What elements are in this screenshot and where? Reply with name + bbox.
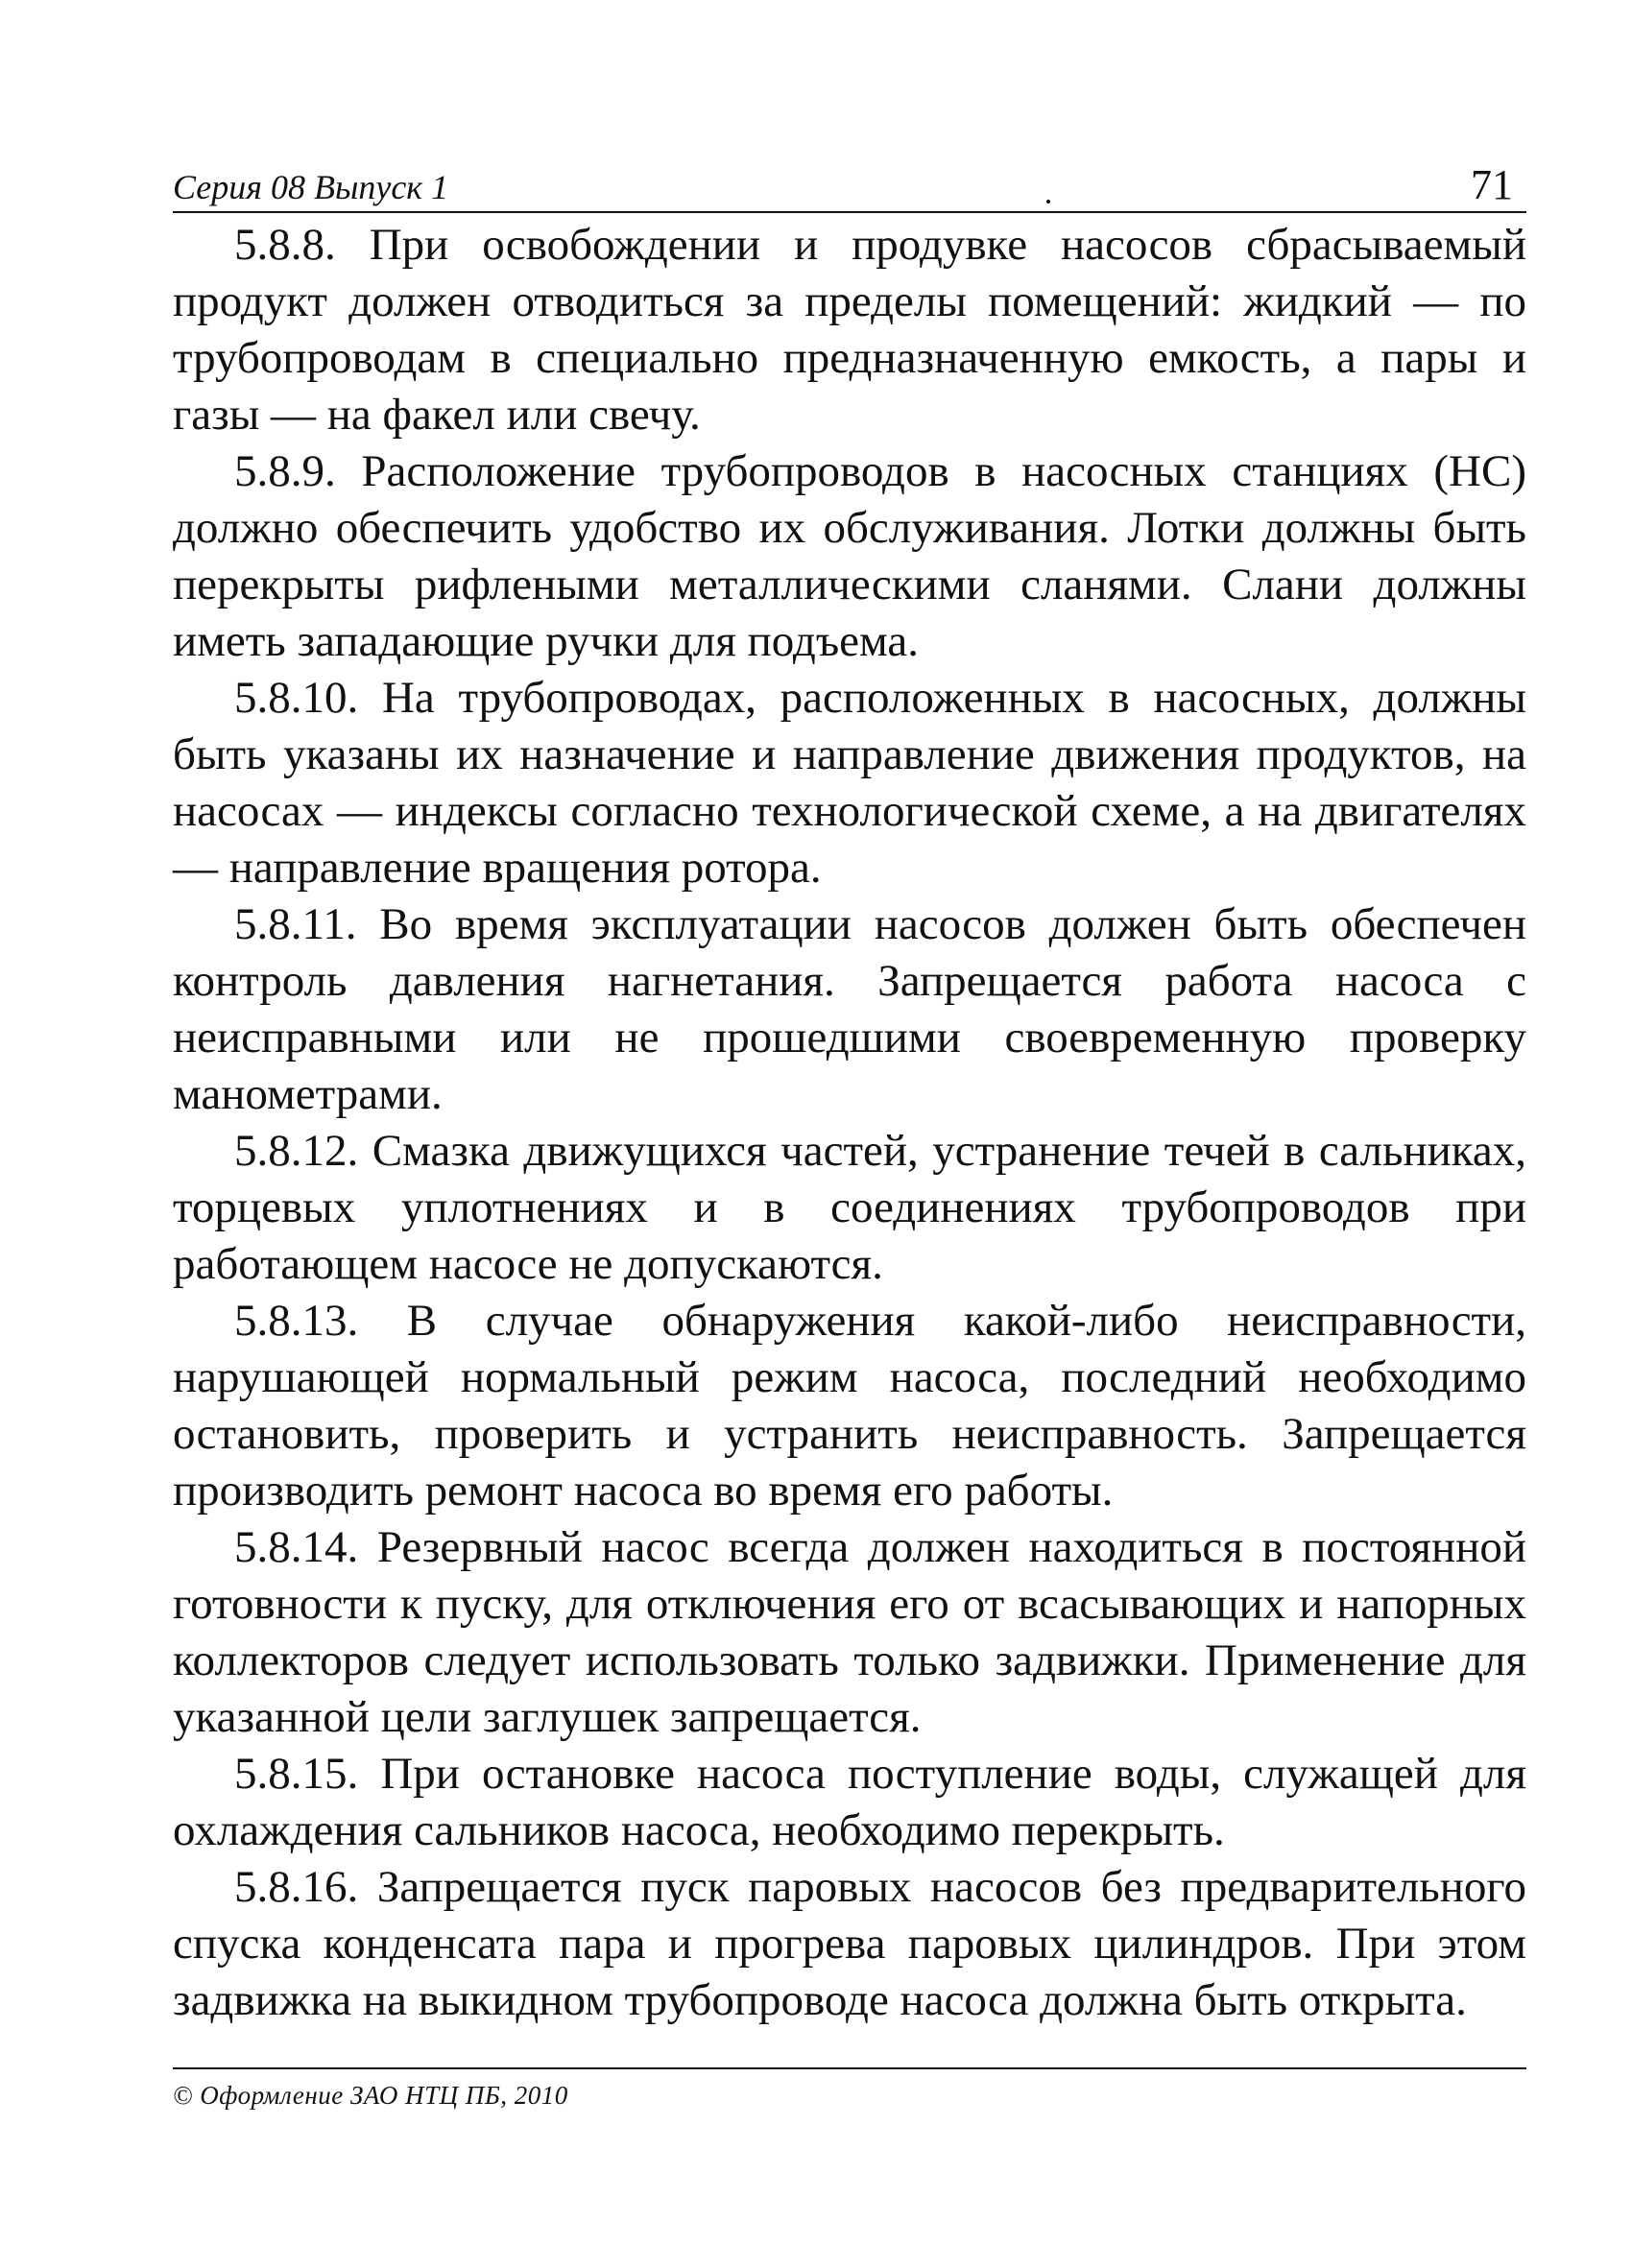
body-text <box>173 217 1526 2029</box>
paragraph-5-8-13: 5.8.13. В случае обнаружения какой-либо неисправности, нарушающей нормальный режим насоса, последний необходимо остановить, проверить и устранить неисправность. Запрещается производить ремонт насоса во время его работы. <box>173 1296 1526 1516</box>
paragraph-5-8-8: 5.8.8. При освобождении и продувке насосов сбрасываемый продукт должен отводиться за пределы помещений: жидкий — по трубопроводам в специально предназначенную емкость, а пары и газы — на факел или свечу. <box>173 220 1526 440</box>
paragraph-5-8-9: 5.8.9. Расположение трубопроводов в насосных станциях (НС) должно обеспечить удобство их обслуживания. Лотки должны быть перекрыты рифлеными металлическими сланями. Слани должны иметь западающие ручки для подъема. <box>173 446 1526 666</box>
page-number: 71 <box>1471 161 1513 208</box>
paragraph-5-8-11: 5.8.11. Во время эксплуатации насосов должен быть обеспечен контроль давления нагнетания. Запрещается работа насоса с неисправными или не прошедшими своевременную проверку манометрами. <box>173 899 1526 1119</box>
paragraph-5-8-12: 5.8.12. Смазка движущихся частей, устранение течей в сальниках, торцевых уплотнениях и в соединениях трубопроводов при работающем насосе не допускаются. <box>173 1126 1526 1289</box>
series-title: Серия 08 Выпуск 1 <box>173 168 449 206</box>
footer-copyright: © Оформление ЗАО НТЦ ПБ, 2010 <box>173 2067 1526 2111</box>
document-page <box>173 154 1526 2131</box>
paragraph-5-8-15: 5.8.15. При остановке насоса поступление воды, служащей для охлаждения сальников насоса, необходимо перекрыть. <box>173 1749 1526 1855</box>
paragraph-5-8-10: 5.8.10. На трубопроводах, расположенных в насосных, должны быть указаны их назначение и направление движения продуктов, на насосах — индексы согласно технологической схеме, а на двигателях — направление вращения ротора. <box>173 673 1526 893</box>
paragraph-5-8-14: 5.8.14. Резервный насос всегда должен находиться в постоянной готовности к пуску, для отключения его от всасывающих и напорных коллекторов следует использовать только задвижки. Применение для указанной цели заглушек запрещается. <box>173 1522 1526 1742</box>
running-header <box>173 154 1526 213</box>
header-dot <box>1046 200 1050 203</box>
paragraph-5-8-16: 5.8.16. Запрещается пуск паровых насосов без предварительного спуска конденсата пара и прогрева паровых цилиндров. При этом задвижка на выкидном трубопроводе насоса должна быть открыта. <box>173 1862 1526 2025</box>
